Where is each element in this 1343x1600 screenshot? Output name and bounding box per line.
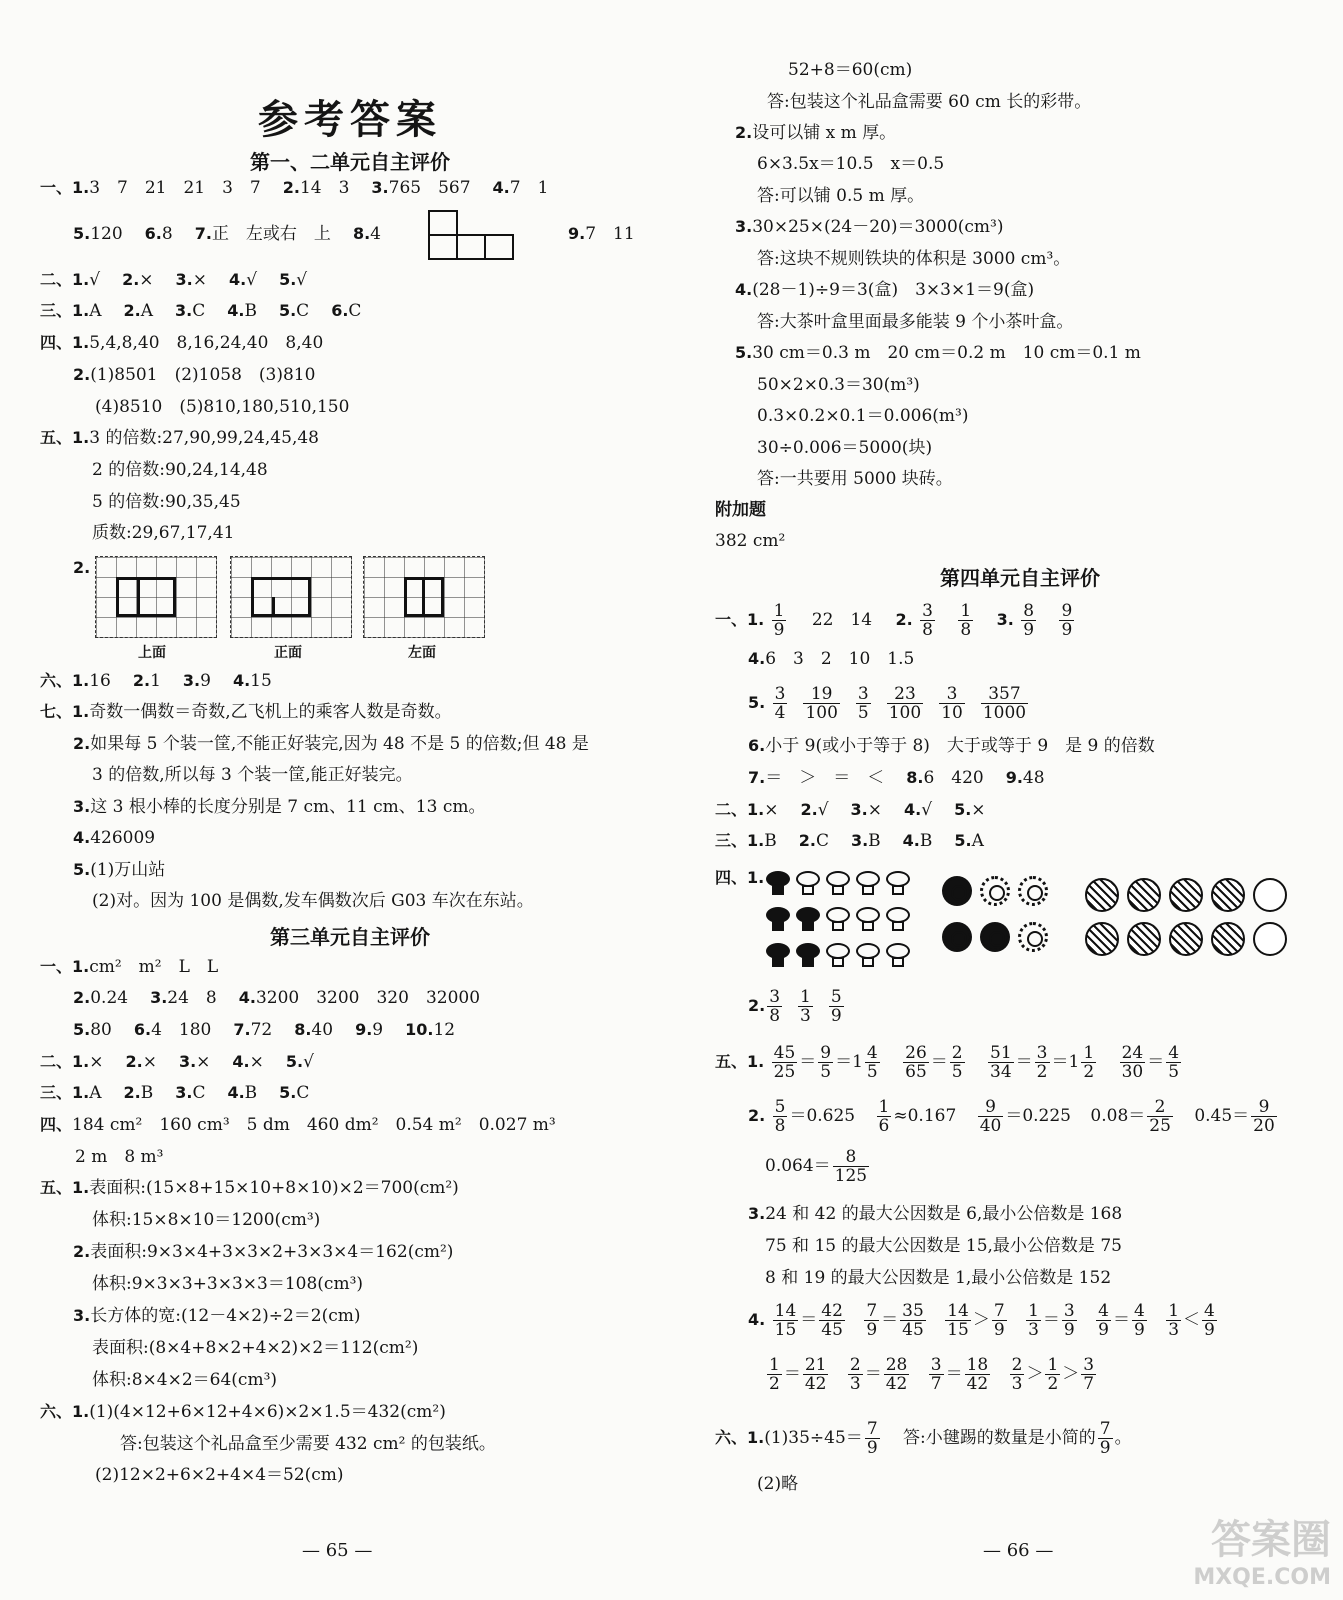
question-number: 5.: [279, 1083, 297, 1102]
question-number: 5.: [278, 301, 297, 320]
question-number: 4.: [902, 831, 920, 850]
ball-icon: [1211, 922, 1245, 956]
answer-text: 40: [311, 1020, 334, 1040]
fraction: $\frac{3}{4}$: [774, 684, 786, 723]
answer-text: 设可以铺 x m 厚。: [752, 123, 897, 143]
answer-line: 2. $\frac{5}{8}$ ＝0.625 $\frac{1}{6}$ ≈0.167 $\frac{9}{40}$ ＝0.225 0.08＝ $\frac{2}{25}$ 0.45＝ $\frac{9}{20}$: [748, 1097, 1275, 1136]
question-number: 4.: [748, 649, 766, 668]
question-number: 一、1.: [40, 957, 90, 976]
net-figure: [428, 210, 508, 258]
section-heading-4: 第四单元自主评价: [940, 566, 1100, 590]
answer-text: 奇数一偶数＝奇数,乙飞机上的乘客人数是奇数。: [89, 702, 452, 722]
flower-icon: [980, 922, 1010, 952]
ball-icon: [1211, 878, 1245, 912]
answer-line: [40, 1050, 314, 1074]
question-number: 3.: [850, 831, 869, 850]
answer-line: [73, 826, 155, 850]
answer-line: 5. $\frac{3}{4}$ $\frac{19}{100}$ $\frac{3}{5}$ $\frac{23}{100}$ $\frac{3}{10}$ $\frac{357}{1000}$: [748, 684, 1027, 723]
answer-text: A: [140, 301, 153, 321]
answer-text: A: [971, 831, 984, 851]
question-number: 8.: [352, 224, 371, 243]
answer-text: 12: [433, 1020, 456, 1040]
answer-text: 小于 9(或小于等于 8) 大于或等于 9 是 9 的倍数: [765, 736, 1155, 756]
question-number: 6.: [748, 736, 766, 755]
answer-text: (28－1)÷9＝3(盒) 3×3×1＝9(盒): [752, 280, 1035, 300]
answer-line: 75 和 15 的最大公因数是 15,最小公倍数是 75: [765, 1236, 1122, 1256]
answer-text: 9: [372, 1020, 384, 1040]
answer-text: (1)万山站: [90, 860, 166, 880]
question-number: 4.: [735, 280, 753, 299]
answer-text: √: [817, 800, 829, 820]
question-number: 5.: [954, 800, 972, 819]
answer-line: [40, 955, 218, 979]
fraction: $\frac{1}{3}$: [800, 987, 811, 1026]
grid-view-left: [363, 556, 485, 638]
question-number: 3.: [178, 1052, 197, 1071]
lantern-icon: [795, 868, 817, 892]
answer-line: 382 cm²: [715, 531, 786, 551]
answer-text: cm² m² L L: [89, 957, 219, 977]
question-number: 3.: [371, 178, 389, 197]
grid-view-top: [95, 556, 217, 638]
answer-text: 8: [161, 224, 173, 244]
answer-text: B: [140, 1083, 154, 1103]
answer-line: 6×3.5x＝10.5 x＝0.5: [757, 154, 945, 174]
answer-line: [40, 176, 548, 200]
question-number: 3.: [73, 1306, 91, 1325]
question-number: 5.: [954, 831, 972, 850]
lantern-icon: [795, 940, 817, 964]
question-number: 2.: [282, 178, 300, 197]
question-number: 4.: [238, 988, 256, 1007]
question-number: 一、1.: [40, 178, 90, 197]
question-number: 2.: [73, 365, 91, 384]
answer-text: B: [244, 1083, 258, 1103]
question-number: 3.: [748, 1204, 766, 1223]
fraction: $\frac{23}{100}$: [888, 684, 922, 723]
answer-text: A: [89, 1083, 102, 1103]
question-number: 2.: [73, 1242, 91, 1261]
answer-line: 答:一共要用 5000 块砖。: [757, 469, 953, 489]
question-number: 3.: [182, 671, 201, 690]
answer-line: [73, 858, 165, 882]
answer-text: 0.24: [90, 988, 129, 1008]
answer-text: 24 8: [167, 988, 217, 1008]
answer-text: ×: [192, 270, 207, 290]
page-number: — 65 —: [302, 1540, 373, 1561]
fraction: $\frac{19}{100}$: [805, 684, 838, 723]
answer-text: A: [89, 301, 102, 321]
lantern-icon: [855, 940, 877, 964]
question-number: 4.: [227, 301, 245, 320]
answer-line: 答:包装这个礼品盒至少需要 432 cm² 的包装纸。: [120, 1434, 496, 1454]
answer-line: [40, 426, 319, 450]
answer-line: 体积:15×8×10＝1200(cm³): [92, 1210, 321, 1230]
answer-text: 正 左或右 上: [211, 224, 331, 244]
answer-line: [73, 363, 315, 387]
answer-line: [40, 268, 307, 292]
answer-text: 4 180: [151, 1020, 212, 1040]
question-number: 三、1.: [715, 831, 765, 850]
answer-line: [73, 986, 480, 1010]
question-number: 7.: [194, 224, 212, 243]
question-number: 三、1.: [40, 301, 90, 320]
watermark: 答案圈 MXQE.COM: [1193, 1517, 1331, 1590]
answer-line: [73, 732, 589, 756]
answer-line: (2)略: [757, 1474, 799, 1494]
answer-text: B: [764, 831, 777, 851]
answer-text: 7 11: [585, 224, 635, 244]
bonus-heading: 附加题: [715, 500, 766, 520]
fraction: $\frac{3}{10}$: [941, 684, 963, 723]
answer-text: ×: [196, 1052, 211, 1072]
question-number: 3.: [175, 270, 193, 289]
question-number: 6.: [144, 224, 162, 243]
answer-line: 3 的倍数,所以每 3 个装一筐,能正好装完。: [92, 765, 413, 785]
page-title: 参考答案: [258, 97, 442, 143]
question-number: 6.: [331, 301, 349, 320]
question-number: 4.: [492, 178, 510, 197]
answer-text: ×: [249, 1052, 264, 1072]
fraction: $\frac{3}{5}$: [857, 684, 869, 723]
answer-line: 2. $\frac{3}{8}$ $\frac{1}{3}$ $\frac{5}{9}$: [748, 987, 842, 1026]
answer-line: [40, 1081, 309, 1105]
answer-text: (4)8510 (5)810,180,510,150: [95, 397, 350, 417]
answer-line: [40, 331, 323, 355]
question-number: 5.: [73, 860, 91, 879]
answer-line: [40, 1176, 459, 1200]
question-number: 五、1.: [40, 1178, 90, 1197]
question-number: 4.: [227, 1083, 245, 1102]
section-heading-1-2: 第一、二单元自主评价: [250, 150, 450, 174]
question-number: 5.: [73, 224, 91, 243]
ball-icon: [1127, 922, 1161, 956]
answer-text: 30 cm＝0.3 m 20 cm＝0.2 m 10 cm＝0.1 m: [752, 343, 1141, 363]
lantern-icon: [885, 868, 907, 892]
question-number: 2.: [123, 301, 141, 320]
answer-text: 1: [150, 671, 161, 691]
answer-text: B: [919, 831, 933, 851]
question-number: 8.: [906, 768, 924, 787]
lantern-icon: [885, 940, 907, 964]
flower-icon: [1018, 876, 1048, 906]
answer-text: B: [244, 301, 257, 321]
question-number: 七、1.: [40, 702, 90, 721]
answer-line: 答:包装这个礼品盒需要 60 cm 长的彩带。: [767, 92, 1092, 112]
answer-text: 765 567: [388, 178, 471, 198]
question-number: 3.: [73, 797, 91, 816]
answer-text: C: [296, 301, 310, 321]
answer-text: 426009: [90, 828, 156, 848]
answer-line: 5 的倍数:90,35,45: [92, 492, 241, 512]
answer-line: [73, 1240, 453, 1264]
question-number: 2.: [132, 671, 151, 690]
answer-line: [735, 278, 1034, 302]
answer-line: 4. $\frac{14}{15}$ ＝ $\frac{42}{45}$ $\frac{7}{9}$ ＝ $\frac{35}{45}$ $\frac{14}{15}$ ＞ $\frac{7}{9}$ $\frac{1}{3}$ ＝ $\frac{3}{9}$ $\frac{4}{9}$ ＝ $\frac{4}{9}$ $\frac{1}{3}$ ＜ $\frac{4}{9}$: [748, 1301, 1215, 1340]
lantern-icon: [765, 940, 787, 964]
answer-text: C: [815, 831, 829, 851]
question-number: 4.: [73, 828, 91, 847]
answer-text: 30×25×(24－20)＝3000(cm³): [752, 217, 1004, 237]
answer-text: √: [303, 1052, 314, 1072]
question-number: 2.: [73, 558, 91, 577]
answer-line: 体积:9×3×3+3×3×3＝108(cm³): [92, 1274, 364, 1294]
answer-text: 4: [370, 224, 381, 244]
answer-text: 如果每 5 个装一筐,不能正好装完,因为 48 不是 5 的倍数;但 48 是: [90, 734, 589, 754]
question-number: 4.: [232, 1052, 250, 1071]
flower-icon: [980, 876, 1010, 906]
answer-text: 80: [90, 1020, 112, 1040]
answer-text: B: [868, 831, 881, 851]
answer-line: 六、1.(1)35÷45＝ $\frac{7}{9}$ 答:小毽踢的数量是小简的 $\frac{7}{9}$ 。: [715, 1419, 1132, 1458]
answer-line: 50×2×0.3＝30(m³): [757, 375, 920, 395]
question-number: 2.: [122, 270, 140, 289]
question-number: 6.: [133, 1020, 152, 1039]
question-number: 2.: [735, 123, 753, 142]
ball-icon: [1169, 878, 1203, 912]
answer-text: 15: [250, 671, 272, 691]
question-number: 3.: [175, 301, 193, 320]
answer-text: √: [89, 270, 101, 290]
answer-line: 体积:8×4×2＝64(cm³): [92, 1370, 278, 1390]
flower-icon: [942, 922, 972, 952]
answer-line: [73, 1304, 361, 1328]
ball-icon: [1085, 878, 1119, 912]
question-number: 7.: [748, 768, 766, 787]
answer-text: 14 3: [299, 178, 350, 198]
answer-line: [40, 700, 452, 724]
question-number: 二、1.: [40, 1052, 90, 1071]
answer-line: [40, 299, 361, 323]
answer-text: ×: [89, 1052, 104, 1072]
question-number: 二、1.: [715, 800, 765, 819]
answer-line: 2 的倍数:90,24,14,48: [92, 460, 268, 480]
answer-line: 答:大茶叶盒里面最多能装 9 个小茶叶盒。: [757, 312, 1074, 332]
ball-icon: [1253, 878, 1287, 912]
section-heading-3: 第三单元自主评价: [270, 925, 430, 949]
answer-text: 这 3 根小棒的长度分别是 7 cm、11 cm、13 cm。: [90, 797, 486, 817]
lantern-icon: [885, 904, 907, 928]
answer-text: √: [296, 270, 308, 290]
answer-line: [715, 798, 986, 822]
flower-icon: [1018, 922, 1048, 952]
answer-text: ×: [139, 270, 154, 290]
question-number: 六、1.: [40, 671, 90, 690]
answer-line: [40, 1113, 556, 1137]
answer-line: [748, 1202, 1122, 1226]
fraction: $\frac{357}{1000}$: [982, 684, 1027, 723]
answer-text: ×: [764, 800, 779, 820]
answer-text: 3200 3200 320 32000: [255, 988, 481, 1008]
answer-line: [40, 1400, 446, 1424]
flower-icon: [942, 876, 972, 906]
answer-line: 2 m 8 m³: [75, 1147, 164, 1167]
answer-text: 3 7 21 21 3 7: [89, 178, 261, 198]
question-number: 4.: [232, 671, 251, 690]
question-number: 10.: [405, 1020, 434, 1039]
question-number: 5.: [285, 1052, 304, 1071]
answer-line: 8 和 19 的最大公因数是 1,最小公倍数是 152: [765, 1268, 1112, 1288]
answer-line: [73, 795, 485, 819]
answer-text: 长方体的宽:(12－4×2)÷2＝2(cm): [90, 1306, 361, 1326]
question-number: 四、1.: [40, 333, 90, 352]
answer-line: [95, 395, 349, 419]
answer-text: ×: [867, 800, 882, 820]
answer-line: 答:这块不规则铁块的体积是 3000 cm³。: [757, 249, 1071, 269]
answer-text: C: [192, 1083, 206, 1103]
question-number: 3.: [735, 217, 753, 236]
question-number: 7.: [233, 1020, 251, 1039]
answer-text: √: [921, 800, 933, 820]
answer-text: 5,4,8,40 8,16,24,40 8,40: [89, 333, 324, 353]
answer-text: 3 的倍数:27,90,99,24,45,48: [89, 428, 319, 448]
question-number: 2.: [73, 988, 91, 1007]
answer-line: [735, 215, 1003, 239]
answer-text: 表面积:9×3×4+3×3×2+3×3×4＝162(cm²): [90, 1242, 454, 1262]
question-number: 2.: [798, 831, 816, 850]
question-number: 二、1.: [40, 270, 90, 289]
ball-icon: [1085, 922, 1119, 956]
fraction: $\frac{5}{9}$: [830, 987, 842, 1026]
answer-text: C: [192, 301, 206, 321]
grid-label: 左面: [408, 645, 436, 661]
answer-line: [748, 766, 1045, 790]
question-number: 4.: [229, 270, 247, 289]
question-number: 5.: [73, 1020, 91, 1039]
answer-text: ＝ ＞ ＝ ＜: [765, 768, 885, 788]
question-number: 5.: [735, 343, 753, 362]
ball-icon: [1127, 878, 1161, 912]
grid-label: 正面: [274, 645, 302, 661]
answer-text: (1)8501 (2)1058 (3)810: [90, 365, 316, 385]
fraction: $\frac{3}{8}$: [769, 987, 781, 1026]
question-number: 9.: [1005, 768, 1023, 787]
answer-text: 72: [250, 1020, 273, 1040]
answer-line: [73, 222, 381, 246]
answer-line: [73, 1018, 455, 1042]
answer-line: 质数:29,67,17,41: [92, 523, 235, 543]
answer-line: [568, 222, 635, 246]
grid-view-front: [230, 556, 352, 638]
question-number: 三、1.: [40, 1083, 90, 1102]
answer-text: ×: [142, 1052, 157, 1072]
question-number: 2.: [800, 800, 818, 819]
question-number: 六、1.: [40, 1402, 90, 1421]
answer-text: 表面积:(15×8+15×10+8×10)×2＝700(cm²): [89, 1178, 459, 1198]
answer-text: 6 3 2 10 1.5: [765, 649, 915, 669]
answer-text: C: [296, 1083, 310, 1103]
answer-text: 6 420: [923, 768, 984, 788]
answer-line: [40, 669, 272, 693]
question-number: 9.: [568, 224, 586, 243]
answer-line: 0.064＝ $\frac{8}{125}$: [765, 1147, 868, 1186]
answer-line: 52+8＝60(cm): [788, 60, 913, 80]
lantern-icon: [765, 904, 787, 928]
ball-icon: [1253, 922, 1287, 956]
question-number: 8.: [294, 1020, 312, 1039]
answer-line: [715, 829, 984, 853]
answer-text: √: [246, 270, 258, 290]
grid-label: 上面: [138, 645, 166, 661]
lantern-icon: [855, 868, 877, 892]
answer-line: 表面积:(8×4+8×2+4×2)×2＝112(cm²): [92, 1338, 419, 1358]
answer-line: 0.3×0.2×0.1＝0.006(m³): [757, 406, 969, 426]
answer-text: C: [348, 301, 362, 321]
answer-text: 7 1: [509, 178, 549, 198]
question-number: 2.: [123, 1083, 141, 1102]
question-number: 4.: [904, 800, 922, 819]
answer-text: 9: [200, 671, 211, 691]
answer-line: (2)12×2+6×2+4×4＝52(cm): [95, 1465, 344, 1485]
lantern-icon: [825, 904, 847, 928]
answer-line: (2)对。因为 100 是偶数,发车偶数次后 G03 车次在东站。: [92, 891, 534, 911]
answer-line: 答:可以铺 0.5 m 厚。: [757, 186, 925, 206]
question-number: 五、1.: [40, 428, 90, 447]
answer-line: [748, 647, 914, 671]
question-number: 四、1.: [715, 868, 765, 887]
question-number: 9.: [355, 1020, 373, 1039]
answer-text: 24 和 42 的最大公因数是 6,最小公倍数是 168: [765, 1204, 1123, 1224]
lantern-icon: [825, 868, 847, 892]
answer-text: 16: [89, 671, 111, 691]
answer-line: 一、1. $\frac{1}{9}$ 22 14 2. $\frac{3}{8}$ $\frac{1}{8}$ 3. $\frac{8}{9}$ $\frac{9}{9}$: [715, 601, 1073, 640]
lantern-icon: [855, 904, 877, 928]
question-number: 5.: [279, 270, 297, 289]
question-number: 四、: [40, 1115, 73, 1134]
lantern-icon: [795, 904, 817, 928]
answer-line: [748, 734, 1155, 758]
answer-line: [735, 121, 896, 145]
lantern-icon: [825, 940, 847, 964]
answer-line: 30÷0.006＝5000(块): [757, 438, 933, 458]
ball-icon: [1169, 922, 1203, 956]
question-number: 2.: [73, 734, 91, 753]
answer-line: $\frac{1}{2}$ ＝ $\frac{21}{42}$ $\frac{2}{3}$ ＝ $\frac{28}{42}$ $\frac{3}{7}$ ＝ $\frac{18}{42}$ $\frac{2}{3}$ ＞ $\frac{1}{2}$ ＞ $\frac{3}{7}$: [769, 1355, 1095, 1394]
question-number: 3.: [175, 1083, 193, 1102]
answer-line: [735, 341, 1141, 365]
question-number: 3.: [850, 800, 868, 819]
question-number: 3.: [150, 988, 168, 1007]
answer-text: 120: [90, 224, 123, 244]
question-number: 2.: [125, 1052, 143, 1071]
answer-text: ×: [971, 800, 986, 820]
answer-line: 五、1. $\frac{45}{25}$ ＝ $\frac{9}{5}$ ＝1 $\frac{4}{5}$ $\frac{26}{65}$ ＝ $\frac{2}{5}$ $\frac{51}{34}$ ＝ $\frac{3}{2}$ ＝1 $\frac{1}{2}$ $\frac{24}{30}$ ＝ $\frac{4}{5}$: [715, 1043, 1180, 1082]
answer-text: 48: [1022, 768, 1045, 788]
lantern-icon: [765, 868, 787, 892]
answer-text: (1)(4×12+6×12+4×6)×2×1.5＝432(cm²): [89, 1402, 446, 1422]
page-number: — 66 —: [983, 1540, 1054, 1561]
answer-text: 184 cm² 160 cm³ 5 dm 460 dm² 0.54 m² 0.027 m³: [72, 1115, 556, 1135]
